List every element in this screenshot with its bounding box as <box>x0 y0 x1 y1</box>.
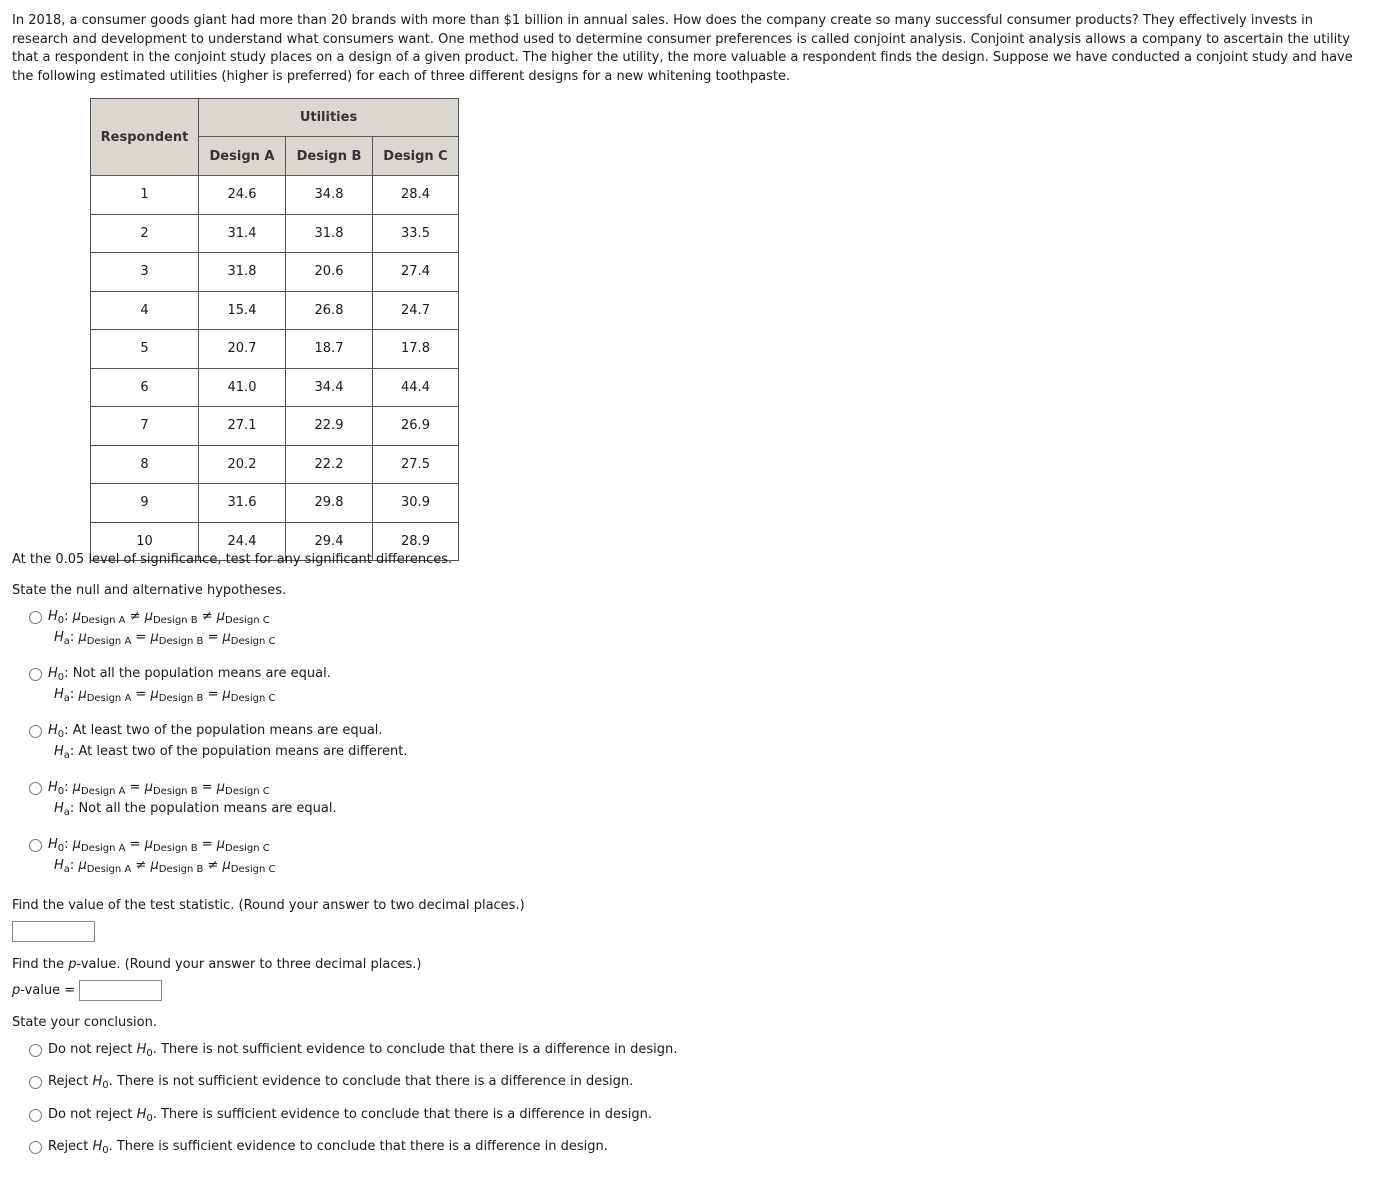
utility-cell: 20.7 <box>199 330 286 369</box>
table-row <box>91 484 459 523</box>
p-value-input[interactable] <box>79 980 162 1001</box>
respondent-cell: 6 <box>91 368 199 407</box>
radio-button[interactable] <box>29 1141 42 1154</box>
utility-cell: 34.4 <box>286 368 373 407</box>
test-statistic-input[interactable] <box>12 921 95 942</box>
utility-cell: 31.6 <box>199 484 286 523</box>
question-test-statistic: Find the value of the test statistic. (Round your answer to two decimal places.) <box>12 898 525 913</box>
utility-cell: 18.7 <box>286 330 373 369</box>
utility-cell: 22.2 <box>286 445 373 484</box>
utility-cell: 26.9 <box>373 407 459 446</box>
utility-cell: 26.8 <box>286 291 373 330</box>
p-value-row: p-value = <box>12 980 162 1001</box>
table-row <box>91 253 459 292</box>
utility-cell: 27.5 <box>373 445 459 484</box>
table-row <box>91 176 459 215</box>
utility-cell: 44.4 <box>373 368 459 407</box>
radio-button[interactable] <box>29 611 42 624</box>
radio-button[interactable] <box>29 1076 42 1089</box>
utility-cell: 24.4 <box>199 522 286 561</box>
utility-cell: 17.8 <box>373 330 459 369</box>
utilities-table <box>90 98 459 561</box>
question-significance: At the 0.05 level of significance, test for any significant differences. <box>12 552 453 567</box>
hypothesis-option-1[interactable]: $H_0$: $\mu_{Design A} \ne \mu_{Design B} \ne \mu_{Design C}$ $H_a$: $\mu_{Design A} = \mu_{Design B} = \mu_{Design C}$ <box>29 605 275 647</box>
respondent-cell: 2 <box>91 214 199 253</box>
table-row <box>91 291 459 330</box>
conclusion-option-2[interactable]: Reject $H_0$. There is not sufficient evidence to conclude that there is a difference in design. <box>29 1070 633 1094</box>
col-design-b: Design B <box>286 137 373 176</box>
respondent-cell: 4 <box>91 291 199 330</box>
respondent-cell: 5 <box>91 330 199 369</box>
table-row <box>91 407 459 446</box>
conclusion-option-4[interactable]: Reject $H_0$. There is sufficient evidence to conclude that there is a difference in design. <box>29 1135 608 1159</box>
col-design-c: Design C <box>373 137 459 176</box>
utility-cell: 41.0 <box>199 368 286 407</box>
utility-cell: 31.4 <box>199 214 286 253</box>
utility-cell: 22.9 <box>286 407 373 446</box>
utility-cell: 28.9 <box>373 522 459 561</box>
table-row <box>91 330 459 369</box>
utility-cell: 20.6 <box>286 253 373 292</box>
intro-paragraph: In 2018, a consumer goods giant had more than 20 brands with more than $1 billion in annual sales. How does the company create so many successful consumer products? They effectively invests in research and development to understand what consumers want. One method used to determine consumer preferences is called conjoint analysis. Conjoint analysis allows a company to ascertain the utility that a respondent in the conjoint study places on a design of a given product. The higher the utility, the more valuable a respondent finds the design. Suppose we have conducted a conjoint study and have the following estimated utilities (higher is preferred) for each of three different designs for a new whitening toothpaste. <box>12 13 1353 84</box>
radio-button[interactable] <box>29 782 42 795</box>
col-design-a: Design A <box>199 137 286 176</box>
respondent-cell: 10 <box>91 522 199 561</box>
question-p-value: Find the p-value. (Round your answer to three decimal places.) <box>12 957 422 972</box>
table-row <box>91 214 459 253</box>
table-row <box>91 445 459 484</box>
utility-cell: 27.4 <box>373 253 459 292</box>
respondent-header: Respondent <box>91 99 199 176</box>
respondent-cell: 9 <box>91 484 199 523</box>
utility-cell: 33.5 <box>373 214 459 253</box>
conclusion-option-3[interactable]: Do not reject $H_0$. There is sufficient evidence to conclude that there is a difference in design. <box>29 1103 652 1127</box>
radio-button[interactable] <box>29 725 42 738</box>
table-row <box>91 368 459 407</box>
question-conclusion: State your conclusion. <box>12 1015 157 1030</box>
respondent-cell: 1 <box>91 176 199 215</box>
utility-cell: 34.8 <box>286 176 373 215</box>
conclusion-option-1[interactable]: Do not reject $H_0$. There is not sufficient evidence to conclude that there is a difference in design. <box>29 1038 677 1062</box>
hypothesis-option-5[interactable]: $H_0$: $\mu_{Design A} = \mu_{Design B} = \mu_{Design C}$ $H_a$: $\mu_{Design A} \ne \mu_{Design B} \ne \mu_{Design C}$ <box>29 833 275 875</box>
utility-cell: 30.9 <box>373 484 459 523</box>
utility-cell: 24.7 <box>373 291 459 330</box>
utility-cell: 20.2 <box>199 445 286 484</box>
question-hypotheses: State the null and alternative hypotheses. <box>12 583 287 598</box>
respondent-cell: 7 <box>91 407 199 446</box>
utility-cell: 31.8 <box>286 214 373 253</box>
utility-cell: 31.8 <box>199 253 286 292</box>
radio-button[interactable] <box>29 839 42 852</box>
radio-button[interactable] <box>29 1044 42 1057</box>
radio-button[interactable] <box>29 1109 42 1122</box>
hypothesis-option-2[interactable]: $H_0$: Not all the population means are equal. $H_a$: $\mu_{Design A} = \mu_{Design B} = \mu_{Design C}$ <box>29 662 331 704</box>
utility-cell: 29.4 <box>286 522 373 561</box>
utility-cell: 28.4 <box>373 176 459 215</box>
respondent-cell: 3 <box>91 253 199 292</box>
hypothesis-option-4[interactable]: $H_0$: $\mu_{Design A} = \mu_{Design B} = \mu_{Design C}$ $H_a$: Not all the population means are equal. <box>29 776 337 818</box>
utility-cell: 27.1 <box>199 407 286 446</box>
utility-cell: 15.4 <box>199 291 286 330</box>
radio-button[interactable] <box>29 668 42 681</box>
utilities-header: Utilities <box>199 99 459 137</box>
utility-cell: 29.8 <box>286 484 373 523</box>
respondent-cell: 8 <box>91 445 199 484</box>
utility-cell: 24.6 <box>199 176 286 215</box>
hypothesis-option-3[interactable]: $H_0$: At least two of the population means are equal. $H_a$: At least two of the population means are different. <box>29 719 407 761</box>
